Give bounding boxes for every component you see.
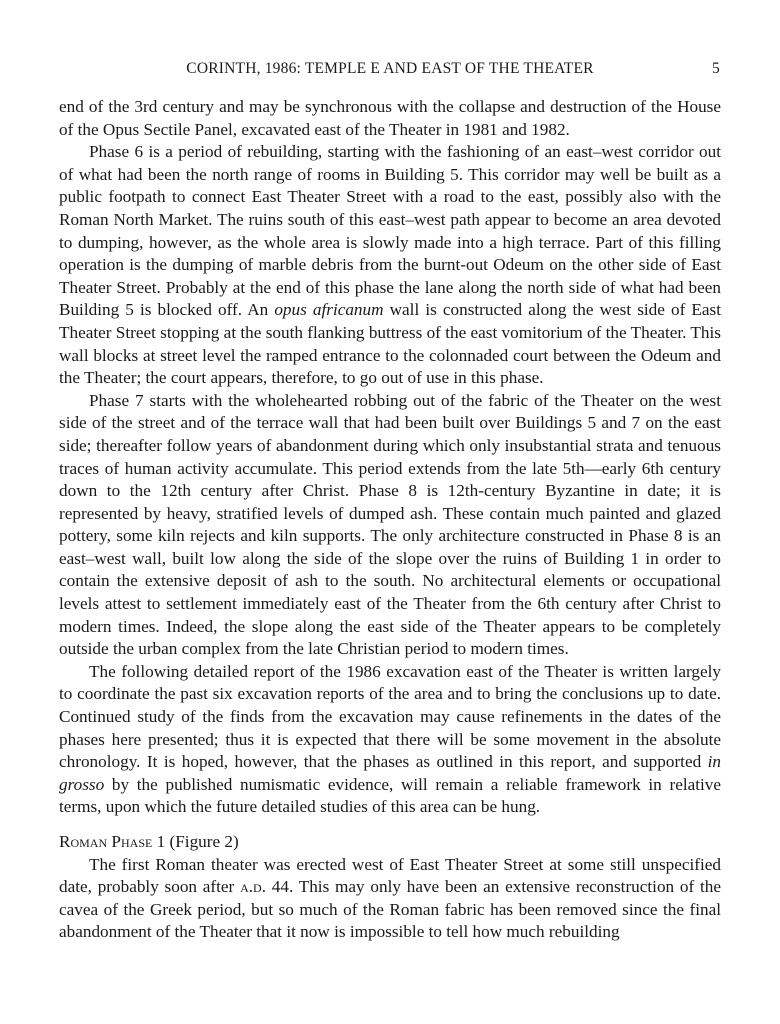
paragraph-continuation: end of the 3rd century and may be synchronous with the collapse and destruction of the House of the Opus Sectile Panel, excavated east of the Theater in 1981 and 1982. [59,97,721,139]
section-heading: Roman Phase 1 (Figure 2) [59,832,239,851]
page-number: 5 [712,60,720,77]
running-title: CORINTH, 1986: TEMPLE E AND EAST OF THE THEATER [186,60,594,77]
italic-term: opus africanum [274,300,384,320]
paragraph-roman-phase-1: The first Roman theater was erected west of East Theater Street at some still unspecified date, probably soon after a.d. 44. This may only have been an extensive reconstruction of the cavea of the Greek period, but so much of the Roman fabric has been removed since the final abandonment of the Theater that it now is impossible to tell how much rebuilding [59,854,721,942]
era-abbreviation: a.d. [240,877,266,897]
paragraph-phase-6: Phase 6 is a period of rebuilding, starting with the fashioning of an east–west corridor out of what had been the north range of rooms in Building 5. This corridor may well be built as a public footpath to connect East Theater Street with a road to the east, possibly also with the Roman North Market. The ruins south of this east–west path appear to become an area devoted to dumping, however, as the whole area is slowly made into a high terrace. Part of this filling operation is the dumping of marble debris from the burnt-out Odeum on the other side of East Theater Street. Probably at the end of this phase the lane along the north side of what had been Building 5 is blocked off. An opus africanum wall is constructed along the west side of East Theater Street stopping at the south flanking buttress of the east vomitorium of the Theater. This wall blocks at street level the ramped entrance to the colonnaded court between the Odeum and the Theater; the court appears, therefore, to go out of use in this phase. [59,142,722,388]
page-body [59,96,721,944]
italic-term: in grosso [59,752,721,794]
paragraph-phase-7: Phase 7 starts with the wholehearted robbing out of the fabric of the Theater on the west side of the street and of the terrace wall that had been built over Buildings 5 and 7 on the east side; thereafter follow years of abandonment during which only insubstantial strata and tenuous traces of human activity accumulate. This period extends from the late 5th—early 6th century down to the 12th century after Christ. Phase 8 is 12th-century Byzantine in date; it is represented by heavy, stratified levels of dumped ash. These contain much painted and glazed pottery, some kiln rejects and kiln supports. The only architecture constructed in Phase 8 is an east–west wall, built low along the side of the slope over the ruins of Building 1 in order to contain the extensive deposit of ash to the south. No architectural elements or occupational levels attest to settlement immediately east of the Theater from the 6th century after Christ to modern times. Indeed, the slope along the east side of the Theater appears to be completely outside the urban complex from the late Christian period to modern times. [59,390,721,659]
paragraph-report-intro: The following detailed report of the 1986 excavation east of the Theater is written largely to coordinate the past six excavation reports of the area and to bring the conclusions up to date. Continued study of the finds from the excavation may cause refinements in the dates of the phases here presented; thus it is expected that there will be some movement in the absolute chronology. It is hoped, however, that the phases as outlined in this report, and supported in grosso by the published numismatic evidence, will remain a reliable framework in relative terms, upon which the future detailed studies of this area can be hung. [59,661,721,817]
